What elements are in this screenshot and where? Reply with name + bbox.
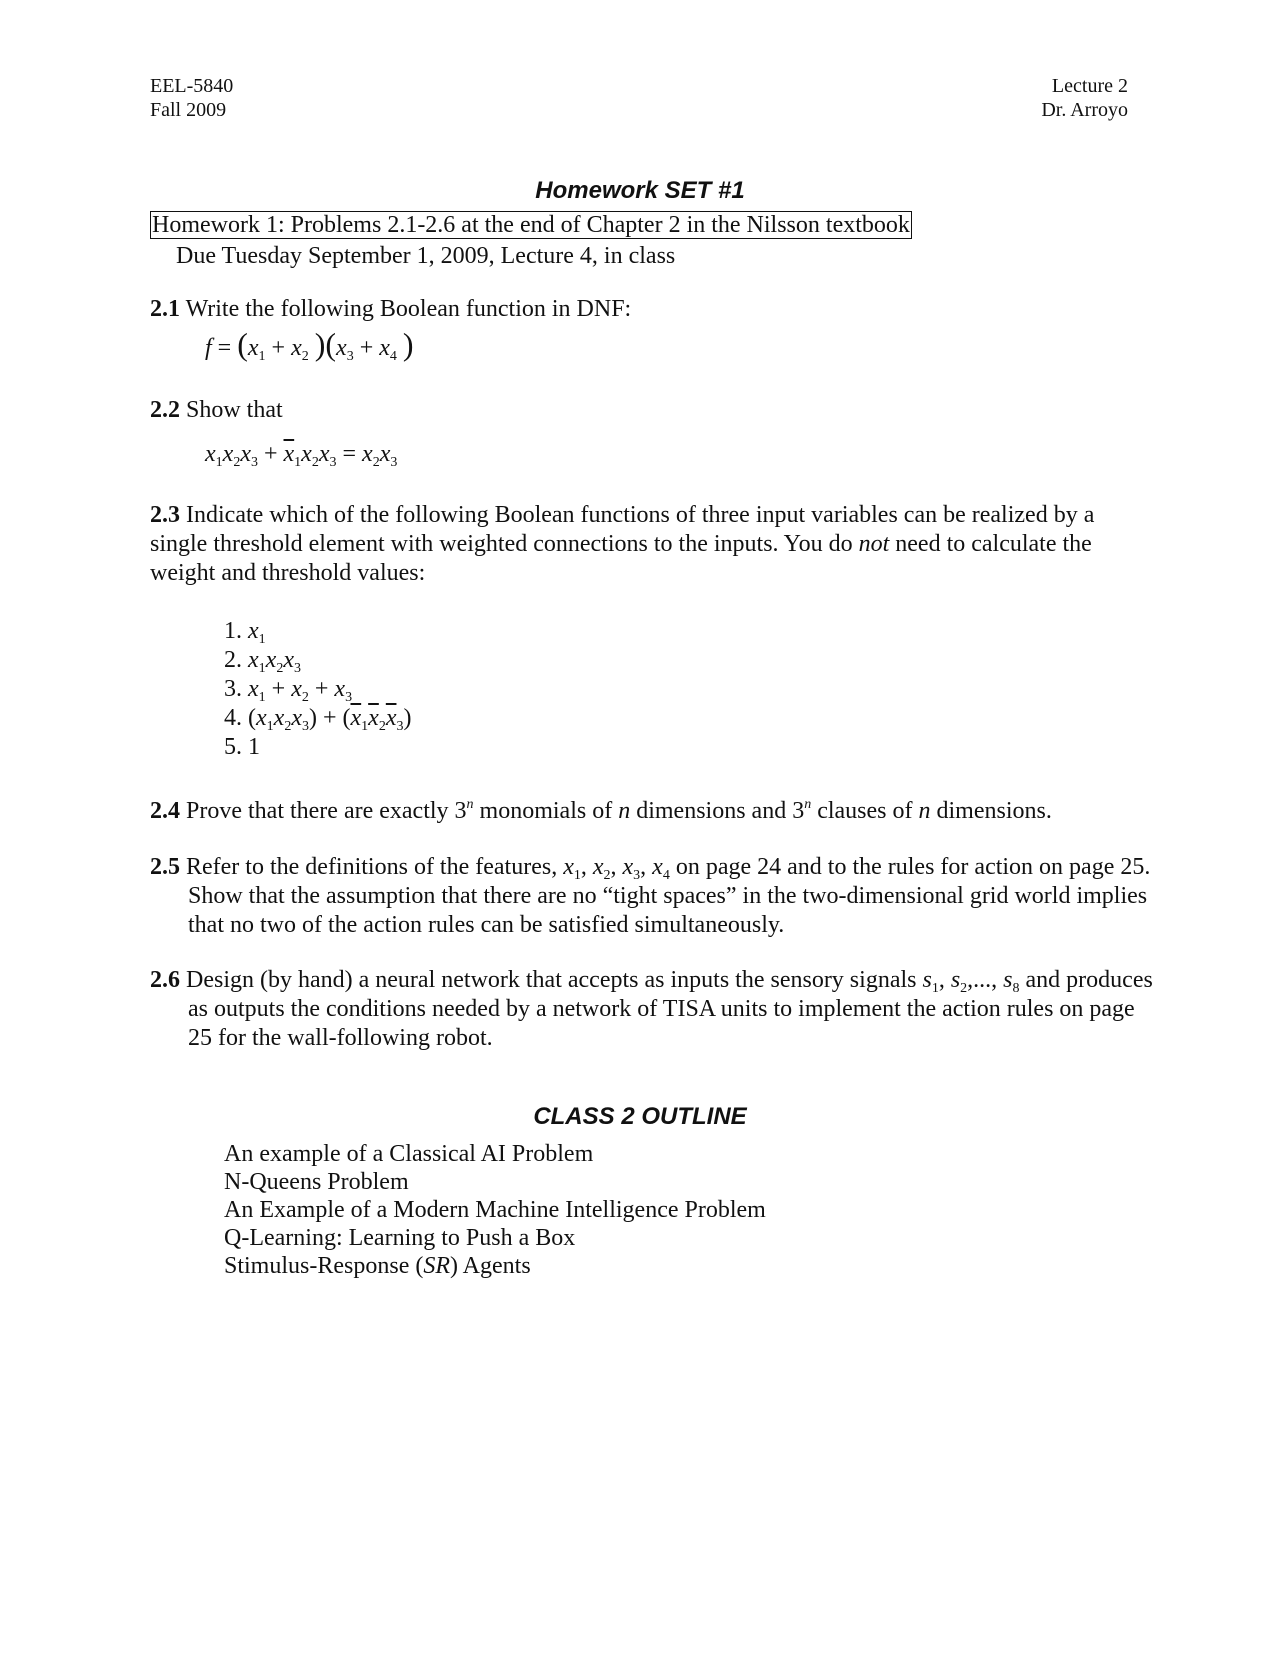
problem-number: 2.3 xyxy=(150,502,180,528)
list-item: 4. $(x_1x_2x_3) + (\overline{x}_1\overline{x}_2\overline{x}_3)$ xyxy=(224,705,412,734)
equation-2-2: $x_1x_2x_3 + \overline{x}_1x_2x_3 = x_2x_3$ xyxy=(205,441,398,470)
class-outline xyxy=(224,1140,766,1280)
problem-2-2 xyxy=(150,396,1120,425)
problem-number: 2.6 xyxy=(150,967,180,993)
problem-text: Write the following Boolean function in DNF: xyxy=(185,296,632,322)
list-item: 2. $x_1x_2x_3$ xyxy=(224,647,301,676)
problem-2-3 xyxy=(150,501,1120,588)
emphasis: not xyxy=(858,531,890,557)
due-date: Due Tuesday September 1, 2009, Lecture 4, in class xyxy=(176,243,676,269)
instructor-name: Dr. Arroyo xyxy=(1041,99,1128,121)
homework-title: Homework SET #1 xyxy=(535,177,745,204)
list-item: 5. 1 xyxy=(224,734,260,760)
problem-number: 2.5 xyxy=(150,854,180,880)
problem-text: need to calculate the weight and threshold values: xyxy=(150,531,1092,586)
outline-item: An Example of a Modern Machine Intelligence Problem xyxy=(224,1197,766,1223)
problem-2-6: 2.6 Design (by hand) a neural network that accepts as inputs the sensory signals $s_1$, $s_2$,..., $s_8$ and produces as outputs the conditions needed by a network of TISA units to implement the action rules on page 25 for the wall-following robot. xyxy=(150,967,1153,1051)
outline-item: Stimulus-Response (SR) Agents xyxy=(224,1253,531,1279)
course-code: EEL-5840 xyxy=(150,75,234,97)
problem-2-5: 2.5 Refer to the definitions of the features, $x_1$, $x_2$, $x_3$, $x_4$ on page 24 and to the rules for action on page 25. Show that the assumption that there are no “tight spaces” in the two-dimensional grid world implies that no two of the action rules can be satisfied simultaneously. xyxy=(150,854,1151,938)
problem-number: 2.2 xyxy=(150,397,180,423)
course-header xyxy=(150,74,233,122)
outline-item: An example of a Classical AI Problem xyxy=(224,1141,594,1167)
function-list xyxy=(224,617,411,762)
homework-assignment-box: Homework 1: Problems 2.1-2.6 at the end of Chapter 2 in the Nilsson textbook xyxy=(152,212,910,238)
lecture-number: Lecture 2 xyxy=(1051,75,1128,97)
equation-2-1: $f = (x_1 + x_2$ )($x_3 + x_4$ ) xyxy=(205,326,414,364)
list-item: 1. $x_1$ xyxy=(224,618,266,647)
problem-number: 2.4 xyxy=(150,798,180,824)
problem-2-1 xyxy=(150,295,1120,324)
outline-item: Q-Learning: Learning to Push a Box xyxy=(224,1225,576,1251)
problem-2-4: 2.4 Prove that there are exactly 3$^n$ monomials of n dimensions and 3$^n$ clauses of n dimensions. xyxy=(150,797,1052,824)
outline-title: CLASS 2 OUTLINE xyxy=(533,1103,747,1130)
outline-item: N-Queens Problem xyxy=(224,1169,409,1195)
problem-text: Indicate which of the following Boolean functions of three input variables can be realized by a single threshold element with weighted connections to the inputs. You do xyxy=(150,502,1095,557)
problem-text: Show that xyxy=(186,397,283,423)
list-item: 3. $x_1 + x_2 + x_3$ xyxy=(224,676,353,705)
course-term: Fall 2009 xyxy=(150,99,227,121)
lecture-header xyxy=(1041,74,1128,122)
problem-number: 2.1 xyxy=(150,296,180,322)
